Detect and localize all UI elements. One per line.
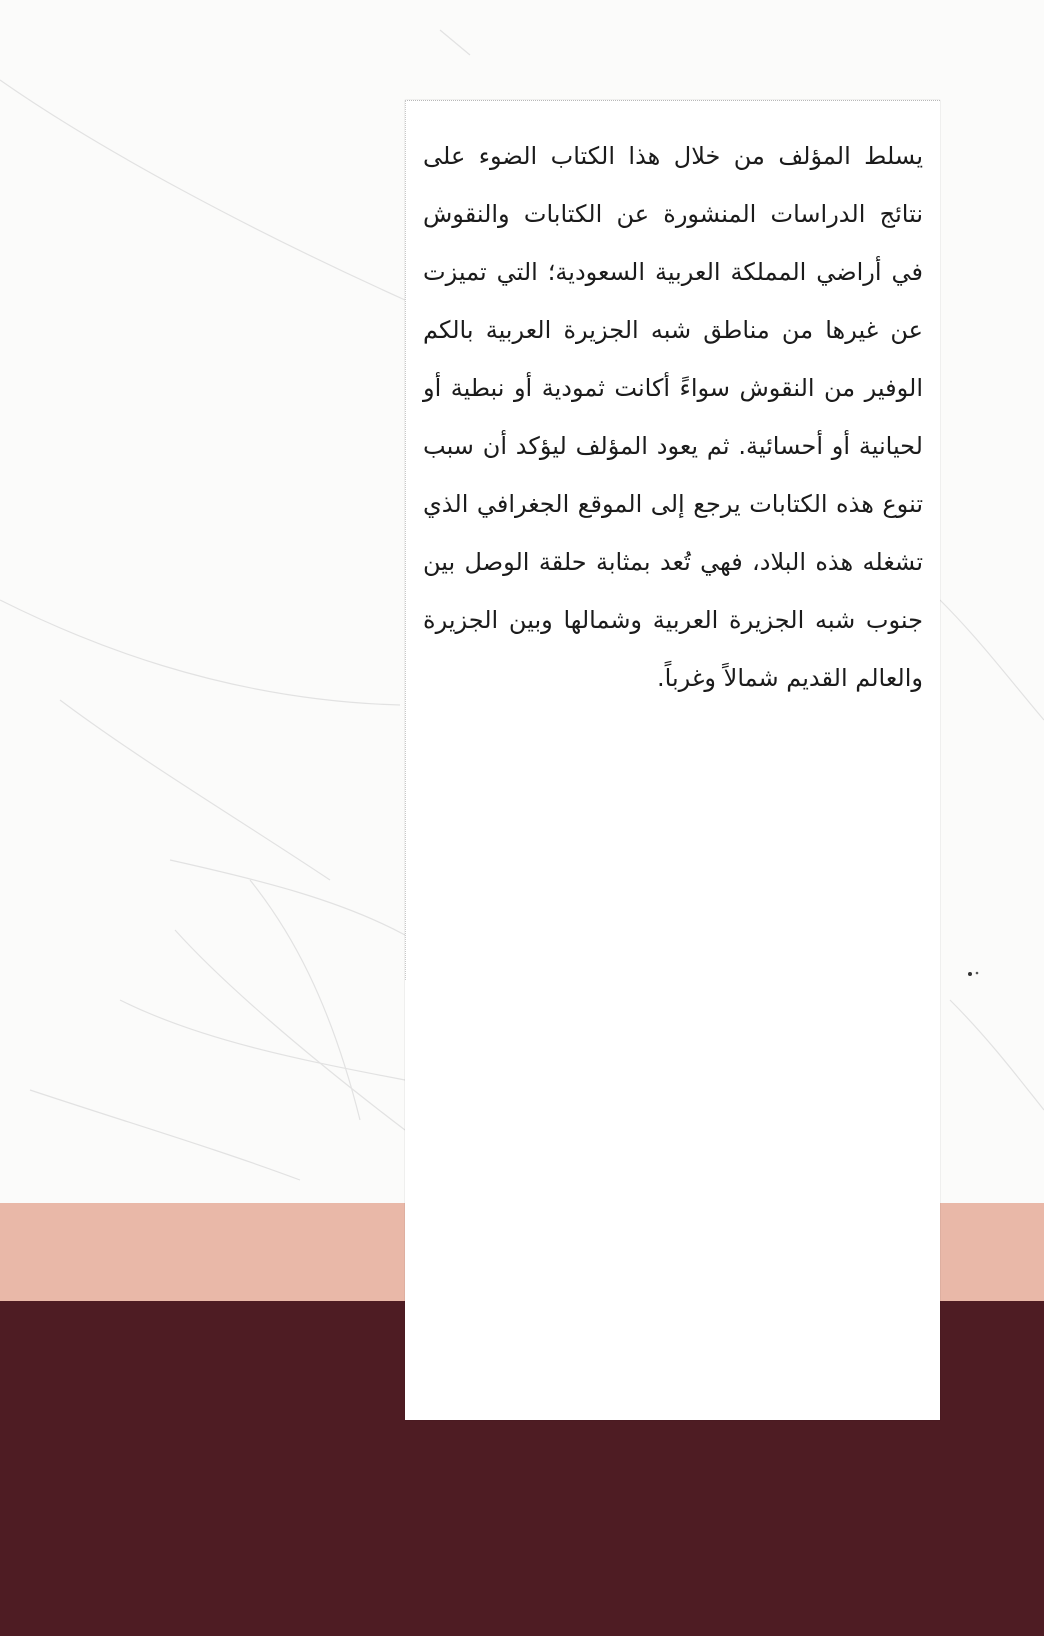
ink-speck [967, 970, 981, 978]
back-cover-blurb: يسلط المؤلف من خلال هذا الكتاب الضوء على نتائج الدراسات المنشورة عن الكتابات والنقوش في أراضي المملكة العربية السعودية؛ التي تميزت عن غيرها من مناطق شبه الجزيرة العربية بالكم الوفير من النقوش سواءً أكانت ثمودية أو نبطية أو لحيانية أو أحسائية. ثم يعود المؤلف ليؤكد أن سبب تنوع هذه الكتابات يرجع إلى الموقع الجغرافي الذي تشغله هذه البلاد، فهي تُعد بمثابة حلقة الوصل بين جنوب شبه الجزيرة العربية وشمالها وبين الجزيرة والعالم القديم شمالاً وغرباً. [423, 142, 923, 692]
blurb-card [405, 100, 940, 1420]
